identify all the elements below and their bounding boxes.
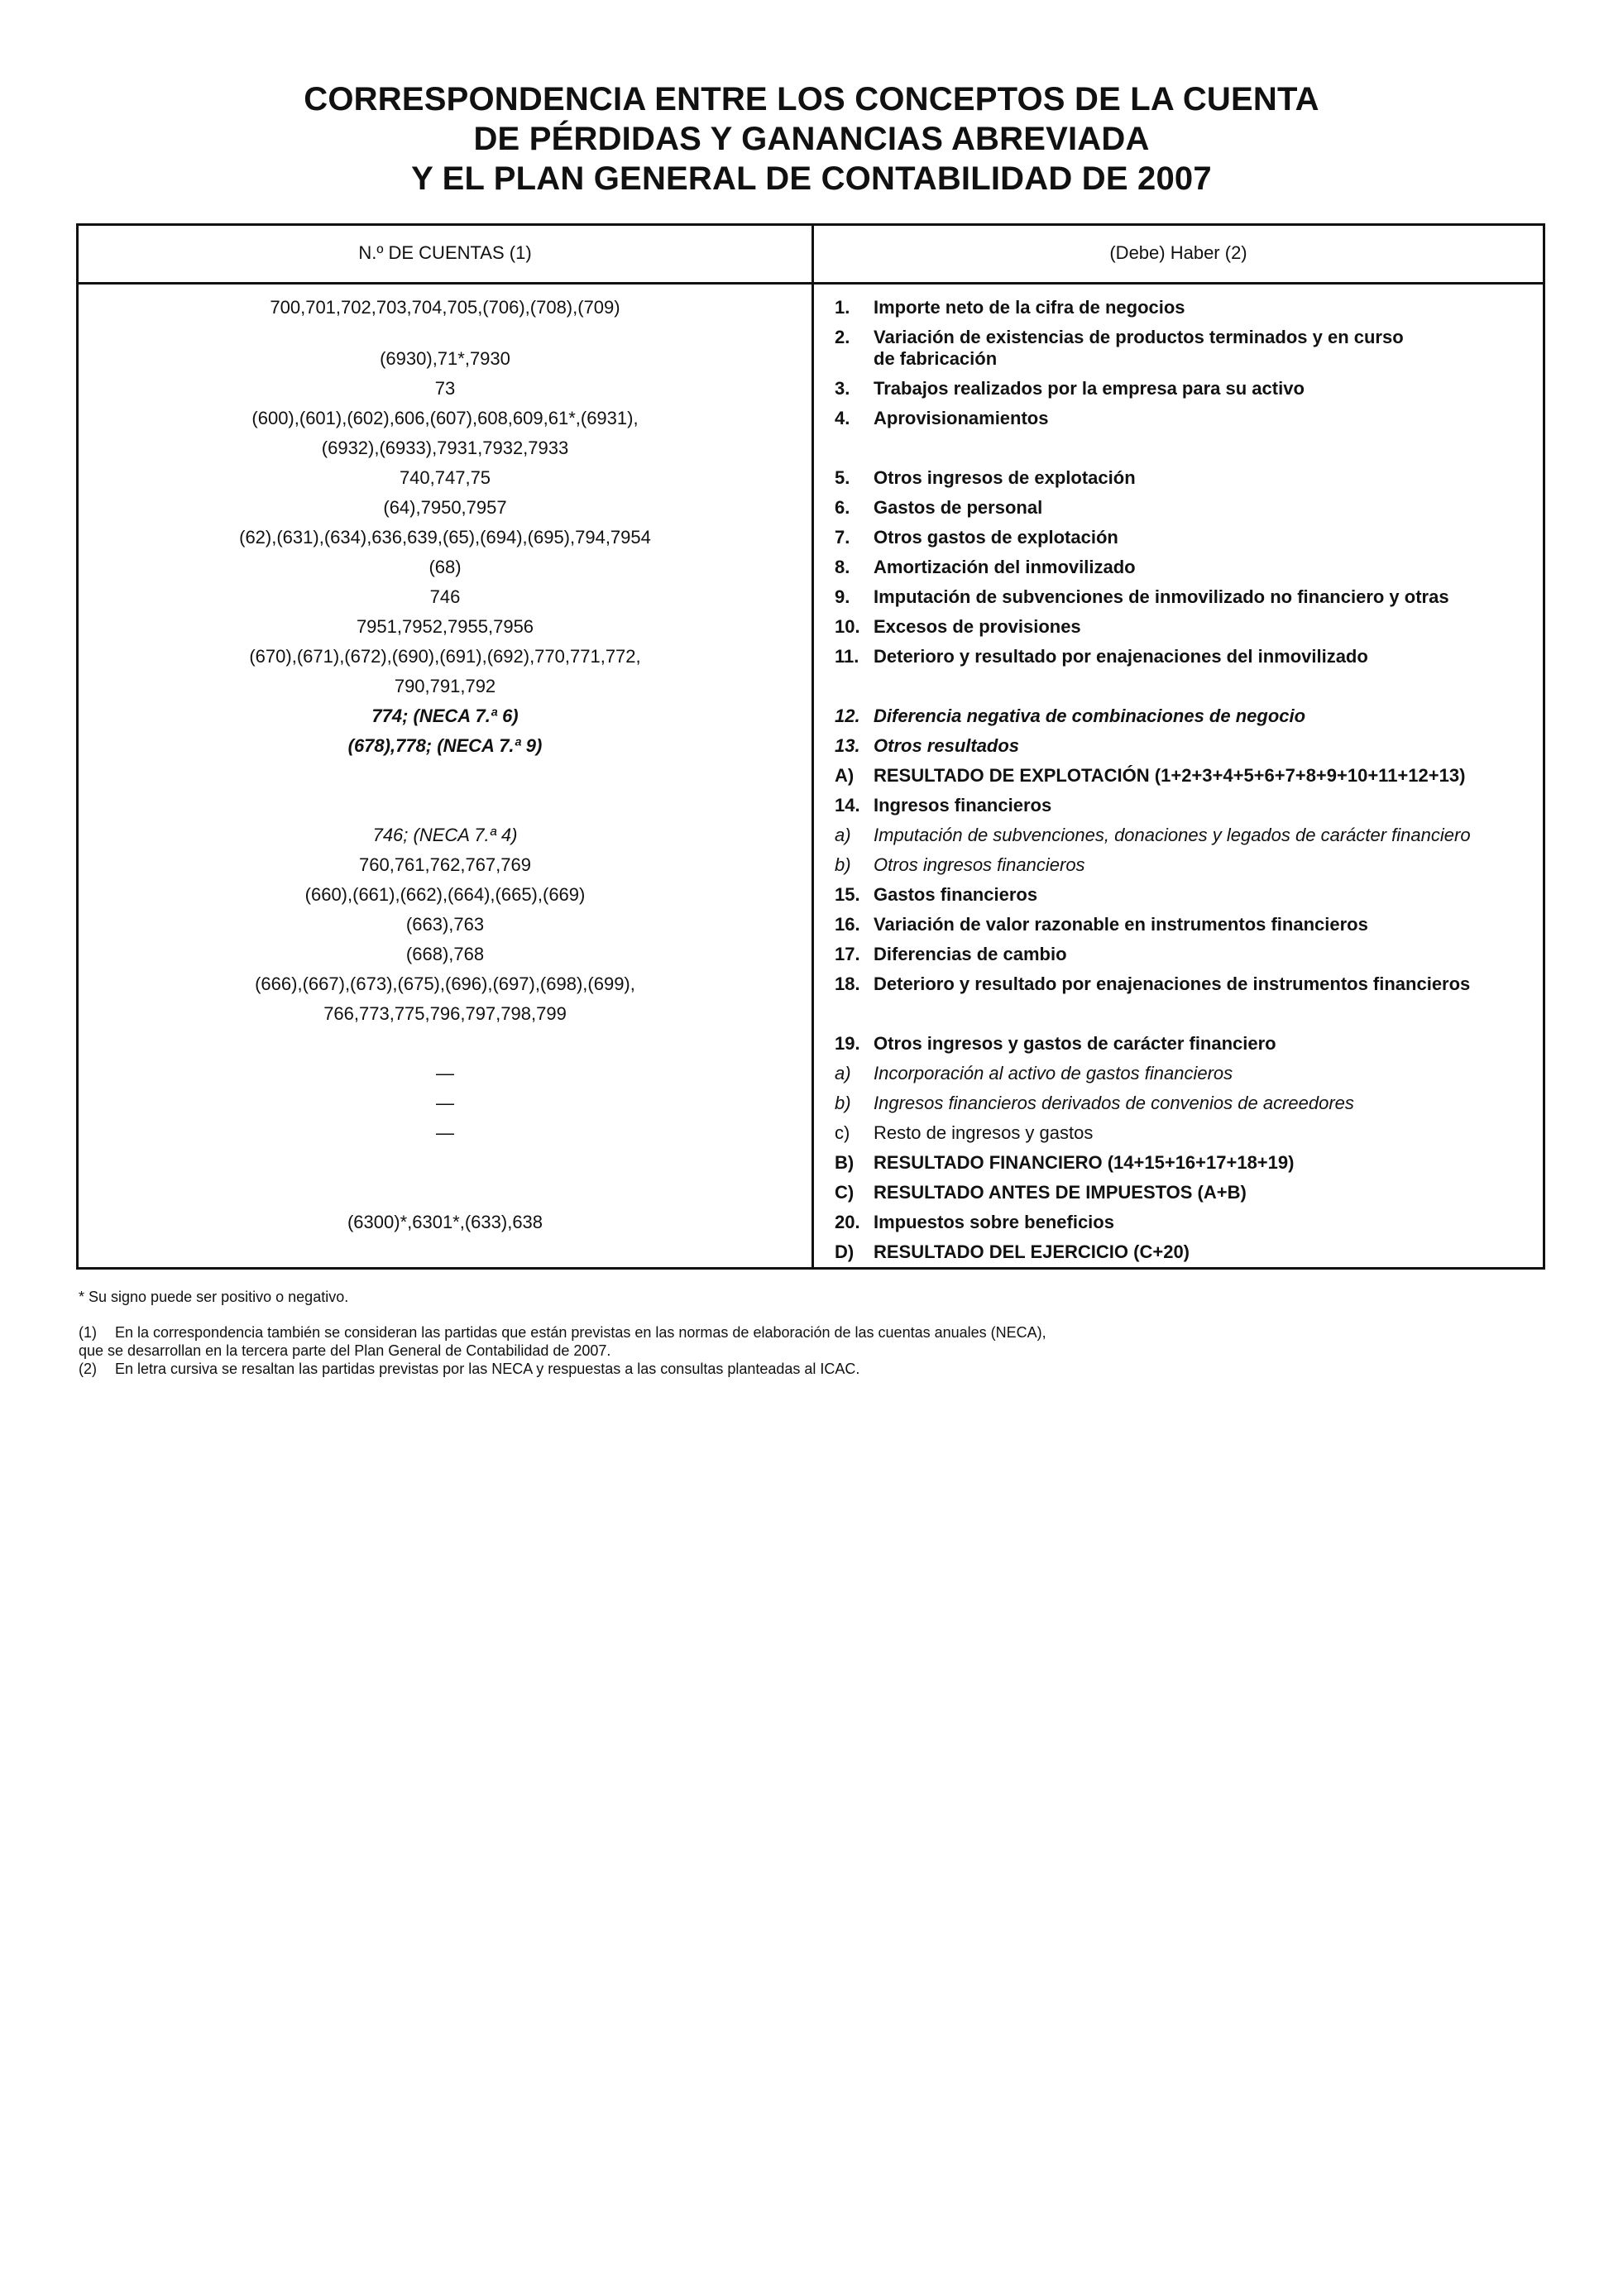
concept-number: 19. bbox=[835, 1033, 860, 1054]
concept-number: 17. bbox=[835, 944, 860, 964]
concept-label: Deterioro y resultado por enajenaciones de instrumentos financieros bbox=[874, 973, 1471, 994]
concept-label: Otros resultados bbox=[874, 735, 1020, 756]
account-row: 746; (NECA 7.ª 4) bbox=[372, 825, 518, 845]
concept-label: Gastos de personal bbox=[874, 497, 1043, 518]
header-accounts: N.º DE CUENTAS (1) bbox=[358, 242, 532, 263]
concept-label: Imputación de subvenciones, donaciones y legados de carácter financiero bbox=[874, 825, 1471, 845]
footnote-sign: * Su signo puede ser positivo o negativo. bbox=[79, 1289, 349, 1305]
concept-number: D) bbox=[835, 1241, 855, 1262]
footnote-2-text: En letra cursiva se resaltan las partidas previstas por las NECA y respuestas a las consultas planteadas al ICAC. bbox=[115, 1361, 860, 1377]
account-row: 700,701,702,703,704,705,(706),(708),(709) bbox=[270, 297, 620, 318]
result-label: RESULTADO ANTES DE IMPUESTOS (A+B) bbox=[874, 1182, 1247, 1203]
concept-label: Otros ingresos y gastos de carácter financiero bbox=[874, 1033, 1276, 1054]
result-label: RESULTADO DE EXPLOTACIÓN (1+2+3+4+5+6+7+8+9+10+11+12+13) bbox=[874, 765, 1466, 786]
concept-number: 6. bbox=[835, 497, 850, 518]
concept-number: 7. bbox=[835, 527, 850, 548]
concept-number: 18. bbox=[835, 973, 860, 994]
account-row: (668),768 bbox=[405, 944, 485, 964]
account-row: (600),(601),(602),606,(607),608,609,61*,(6931), bbox=[251, 408, 639, 428]
footnote-1 bbox=[79, 1323, 1046, 1342]
concept-label: Excesos de provisiones bbox=[874, 616, 1081, 637]
account-row: (6300)*,6301*,(633),638 bbox=[347, 1212, 543, 1232]
account-row: 7951,7952,7955,7956 bbox=[356, 616, 534, 637]
result-label: RESULTADO DEL EJERCICIO (C+20) bbox=[874, 1241, 1190, 1262]
footnote-1-tag: (1) bbox=[79, 1324, 97, 1341]
concept-number: B) bbox=[835, 1152, 855, 1173]
concept-number: b) bbox=[835, 854, 851, 875]
concept-label: de fabricación bbox=[874, 348, 998, 369]
title-line-1: CORRESPONDENCIA ENTRE LOS CONCEPTOS DE LA CUENTA bbox=[304, 81, 1319, 117]
account-row: 740,747,75 bbox=[399, 467, 491, 488]
concept-label: Imputación de subvenciones de inmovilizado no financiero y otras bbox=[874, 586, 1449, 607]
account-row: (64),7950,7957 bbox=[383, 497, 507, 518]
concept-number: 16. bbox=[835, 914, 860, 935]
concept-number: b) bbox=[835, 1093, 851, 1113]
concept-number: a) bbox=[835, 825, 851, 845]
account-row: (670),(671),(672),(690),(691),(692),770,771,772, bbox=[249, 646, 641, 667]
concept-number: 1. bbox=[835, 297, 850, 318]
account-row: — bbox=[436, 1093, 454, 1113]
concept-label: Ingresos financieros bbox=[874, 795, 1052, 816]
concept-number: 5. bbox=[835, 467, 850, 488]
account-row: (663),763 bbox=[405, 914, 485, 935]
account-row: (6932),(6933),7931,7932,7933 bbox=[321, 438, 569, 458]
title-line-3: Y EL PLAN GENERAL DE CONTABILIDAD DE 2007 bbox=[411, 160, 1212, 197]
concept-label: Ingresos financieros derivados de convenios de acreedores bbox=[874, 1093, 1354, 1113]
concept-label: Aprovisionamientos bbox=[874, 408, 1049, 428]
concept-label: Incorporación al activo de gastos financieros bbox=[874, 1063, 1233, 1083]
concept-number: 14. bbox=[835, 795, 860, 816]
concept-label: Amortización del inmovilizado bbox=[874, 557, 1136, 577]
concept-label: Otros ingresos financieros bbox=[874, 854, 1085, 875]
account-row: — bbox=[436, 1122, 454, 1143]
footnote-2-tag: (2) bbox=[79, 1361, 97, 1377]
account-row: 790,791,792 bbox=[394, 676, 496, 696]
account-row: 766,773,775,796,797,798,799 bbox=[323, 1003, 567, 1024]
concept-number: 9. bbox=[835, 586, 850, 607]
concept-label: Variación de valor razonable en instrumentos financieros bbox=[874, 914, 1368, 935]
account-row: (6930),71*,7930 bbox=[380, 348, 510, 369]
account-row: (666),(667),(673),(675),(696),(697),(698),(699), bbox=[255, 973, 635, 994]
account-row: (68) bbox=[428, 557, 462, 577]
concept-label: Variación de existencias de productos terminados y en curso bbox=[874, 327, 1404, 347]
footnote-1-text: En la correspondencia también se consideran las partidas que están previstas en las normas de elaboración de las cuentas anuales (NECA), bbox=[115, 1324, 1046, 1341]
concept-label: Diferencias de cambio bbox=[874, 944, 1067, 964]
concept-number: 8. bbox=[835, 557, 850, 577]
concept-number: 10. bbox=[835, 616, 860, 637]
account-row: 760,761,762,767,769 bbox=[359, 854, 531, 875]
concept-label: Gastos financieros bbox=[874, 884, 1038, 905]
result-label: RESULTADO FINANCIERO (14+15+16+17+18+19) bbox=[874, 1152, 1295, 1173]
concept-label: Impuestos sobre beneficios bbox=[874, 1212, 1114, 1232]
concept-number: 12. bbox=[835, 706, 860, 726]
concept-number: C) bbox=[835, 1182, 855, 1203]
footnote-2 bbox=[79, 1360, 859, 1378]
title-line-2: DE PÉRDIDAS Y GANANCIAS ABREVIADA bbox=[473, 121, 1150, 157]
concept-label: Trabajos realizados por la empresa para su activo bbox=[874, 378, 1305, 399]
account-row: (62),(631),(634),636,639,(65),(694),(695),794,7954 bbox=[239, 527, 651, 548]
concept-number: 11. bbox=[835, 646, 859, 667]
concept-label: Deterioro y resultado por enajenaciones del inmovilizado bbox=[874, 646, 1368, 667]
concept-label: Resto de ingresos y gastos bbox=[874, 1122, 1094, 1143]
concept-number: 13. bbox=[835, 735, 860, 756]
concept-number: 2. bbox=[835, 327, 850, 347]
concept-number: 15. bbox=[835, 884, 860, 905]
column-divider bbox=[812, 223, 814, 1270]
concept-number: 4. bbox=[835, 408, 850, 428]
concept-number: A) bbox=[835, 765, 855, 786]
concept-label: Diferencia negativa de combinaciones de negocio bbox=[874, 706, 1306, 726]
account-row: 73 bbox=[434, 378, 456, 399]
concept-label: Otros ingresos de explotación bbox=[874, 467, 1136, 488]
concept-number: 3. bbox=[835, 378, 850, 399]
account-row: — bbox=[436, 1063, 454, 1083]
concept-label: Importe neto de la cifra de negocios bbox=[874, 297, 1185, 318]
header-divider bbox=[76, 282, 1545, 285]
concept-number: c) bbox=[835, 1122, 850, 1143]
account-row: 746 bbox=[429, 586, 461, 607]
account-row: 774; (NECA 7.ª 6) bbox=[371, 706, 519, 726]
account-row: (660),(661),(662),(664),(665),(669) bbox=[304, 884, 586, 905]
concept-label: Otros gastos de explotación bbox=[874, 527, 1118, 548]
page-title bbox=[0, 79, 1623, 199]
footnote-1-continuation: que se desarrollan en la tercera parte del Plan General de Contabilidad de 2007. bbox=[79, 1342, 611, 1359]
concept-number: a) bbox=[835, 1063, 851, 1083]
concept-number: 20. bbox=[835, 1212, 860, 1232]
header-debe-haber: (Debe) Haber (2) bbox=[1109, 242, 1247, 263]
account-row: (678),778; (NECA 7.ª 9) bbox=[347, 735, 543, 756]
